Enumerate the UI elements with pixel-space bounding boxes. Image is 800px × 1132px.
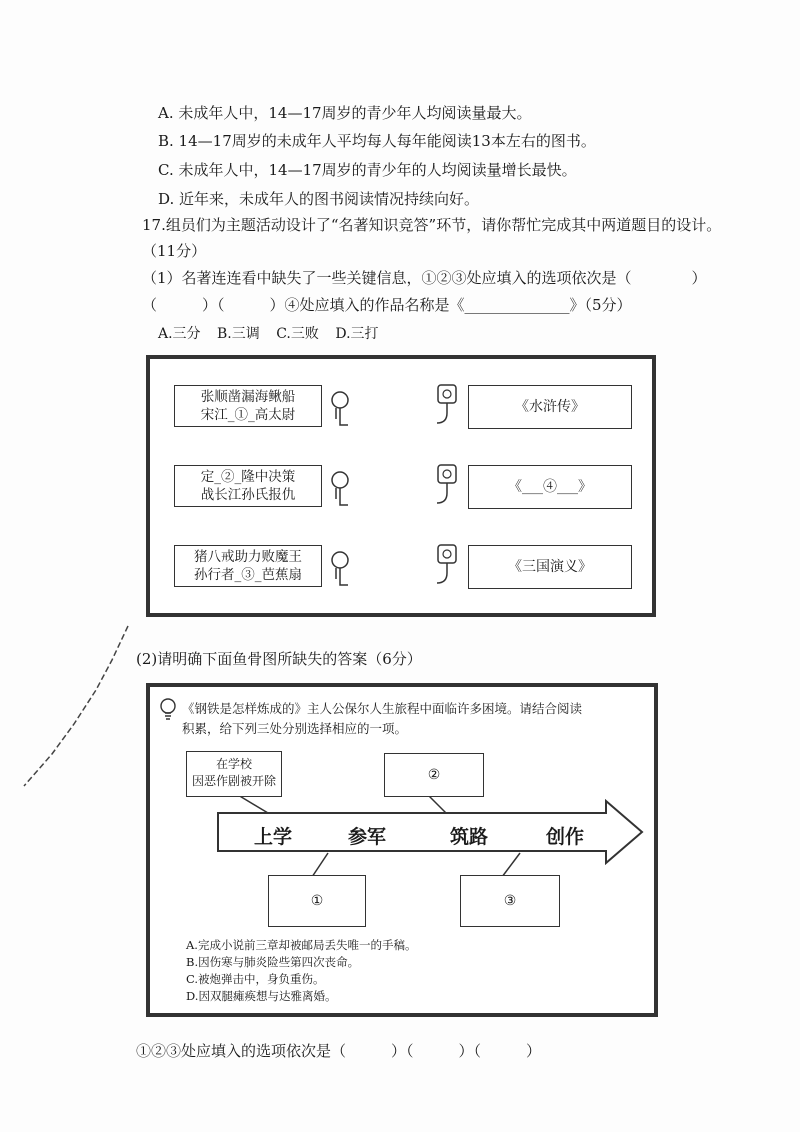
bottom-box-blank-1: ① [268, 875, 366, 927]
fishbone-panel [146, 683, 658, 1017]
stage-road: 筑路 [450, 826, 489, 848]
q16-option-d: D. 近年来，未成年人的图书阅读情况持续向好。 [158, 190, 480, 208]
right-item-3: 《三国演义》 [468, 545, 632, 589]
left-item-2-line2: 战长江孙氏报仇 [200, 487, 296, 503]
q17-part2-title: (2)请明确下面鱼骨图所缺失的答案（6分） [136, 650, 422, 668]
right-item-1: 《水浒传》 [468, 385, 632, 429]
bulb-icon [328, 469, 358, 509]
fishbone-answer-line: ①②③处应填入的选项依次是（ ）（ ）（ ） [136, 1042, 542, 1060]
stage-army: 参军 [348, 826, 387, 848]
bottom-box-blank-3: ③ [460, 875, 560, 927]
top-box-school-line2: 因恶作剧被开除 [191, 774, 276, 788]
fishbone-option-a: A.完成小说前三章却被邮局丢失唯一的手稿。 [186, 938, 417, 952]
q16-option-b: B. 14—17周岁的未成年人平均每人每年能阅读13本左右的图书。 [158, 132, 596, 150]
left-item-2-line1: 定_②_隆中决策 [200, 469, 296, 485]
socket-icon [432, 543, 466, 587]
left-item-1 [174, 385, 322, 427]
left-item-1-line2: 宋江_①_高太尉 [200, 407, 296, 423]
top-box-school [186, 751, 282, 797]
left-item-2 [174, 465, 322, 507]
q17-stem: 17.组员们为主题活动设计了“名著知识竞答”环节，请你帮忙完成其中两道题目的设计。 [142, 216, 722, 234]
fishbone-option-b: B.因伤寒与肺炎险些第四次丧命。 [186, 955, 360, 969]
q16-option-c: C. 未成年人中，14—17周岁的青少年的人均阅读量增长最快。 [158, 161, 577, 179]
fishbone-instruction-line1: 《钢铁是怎样炼成的》主人公保尔人生旅程中面临许多困境。请结合阅读 [182, 701, 583, 716]
stage-writing: 创作 [546, 826, 585, 848]
q17-part1-line2: （ ）（ ）④处应填入的作品名称是《______________》（5分） [142, 296, 632, 314]
socket-icon [432, 383, 466, 427]
stage-school: 上学 [254, 826, 293, 848]
bulb-icon [328, 389, 358, 429]
q17-part1-options [158, 323, 391, 343]
page-crease-mark [16, 620, 136, 790]
socket-icon [432, 463, 466, 507]
left-item-1-line1: 张顺凿漏海鳅船 [200, 389, 296, 405]
left-item-3-line1: 猪八戒助力败魔王 [194, 549, 302, 565]
right-item-2: 《___④___》 [468, 465, 632, 509]
fishbone-option-c: C.被炮弹击中，身负重伤。 [186, 972, 325, 986]
q17-points: （11分） [142, 242, 207, 260]
part1-option-c: C.三败 [276, 326, 319, 342]
part1-option-b: B.三调 [217, 326, 260, 342]
q16-option-a: A. 未成年人中，14—17周岁的青少年人均阅读量最大。 [158, 104, 532, 122]
part1-option-a: A.三分 [158, 326, 201, 342]
fishbone-instruction-line2: 积累，给下列三处分别选择相应的一项。 [182, 721, 408, 736]
fishbone-option-d: D.因双腿瘫痪想与达雅离婚。 [186, 989, 337, 1003]
top-box-school-line1: 在学校 [215, 757, 252, 771]
matching-panel [146, 355, 656, 617]
left-item-3 [174, 545, 322, 587]
part1-option-d: D.三打 [335, 326, 379, 342]
bulb-icon [328, 549, 358, 589]
left-item-3-line2: 孙行者_③_芭蕉扇 [194, 567, 302, 583]
q17-part1-line1: （1）名著连连看中缺失了一些关键信息，①②③处应填入的选项依次是（ ） [142, 269, 707, 287]
top-box-blank-2: ② [384, 753, 484, 797]
